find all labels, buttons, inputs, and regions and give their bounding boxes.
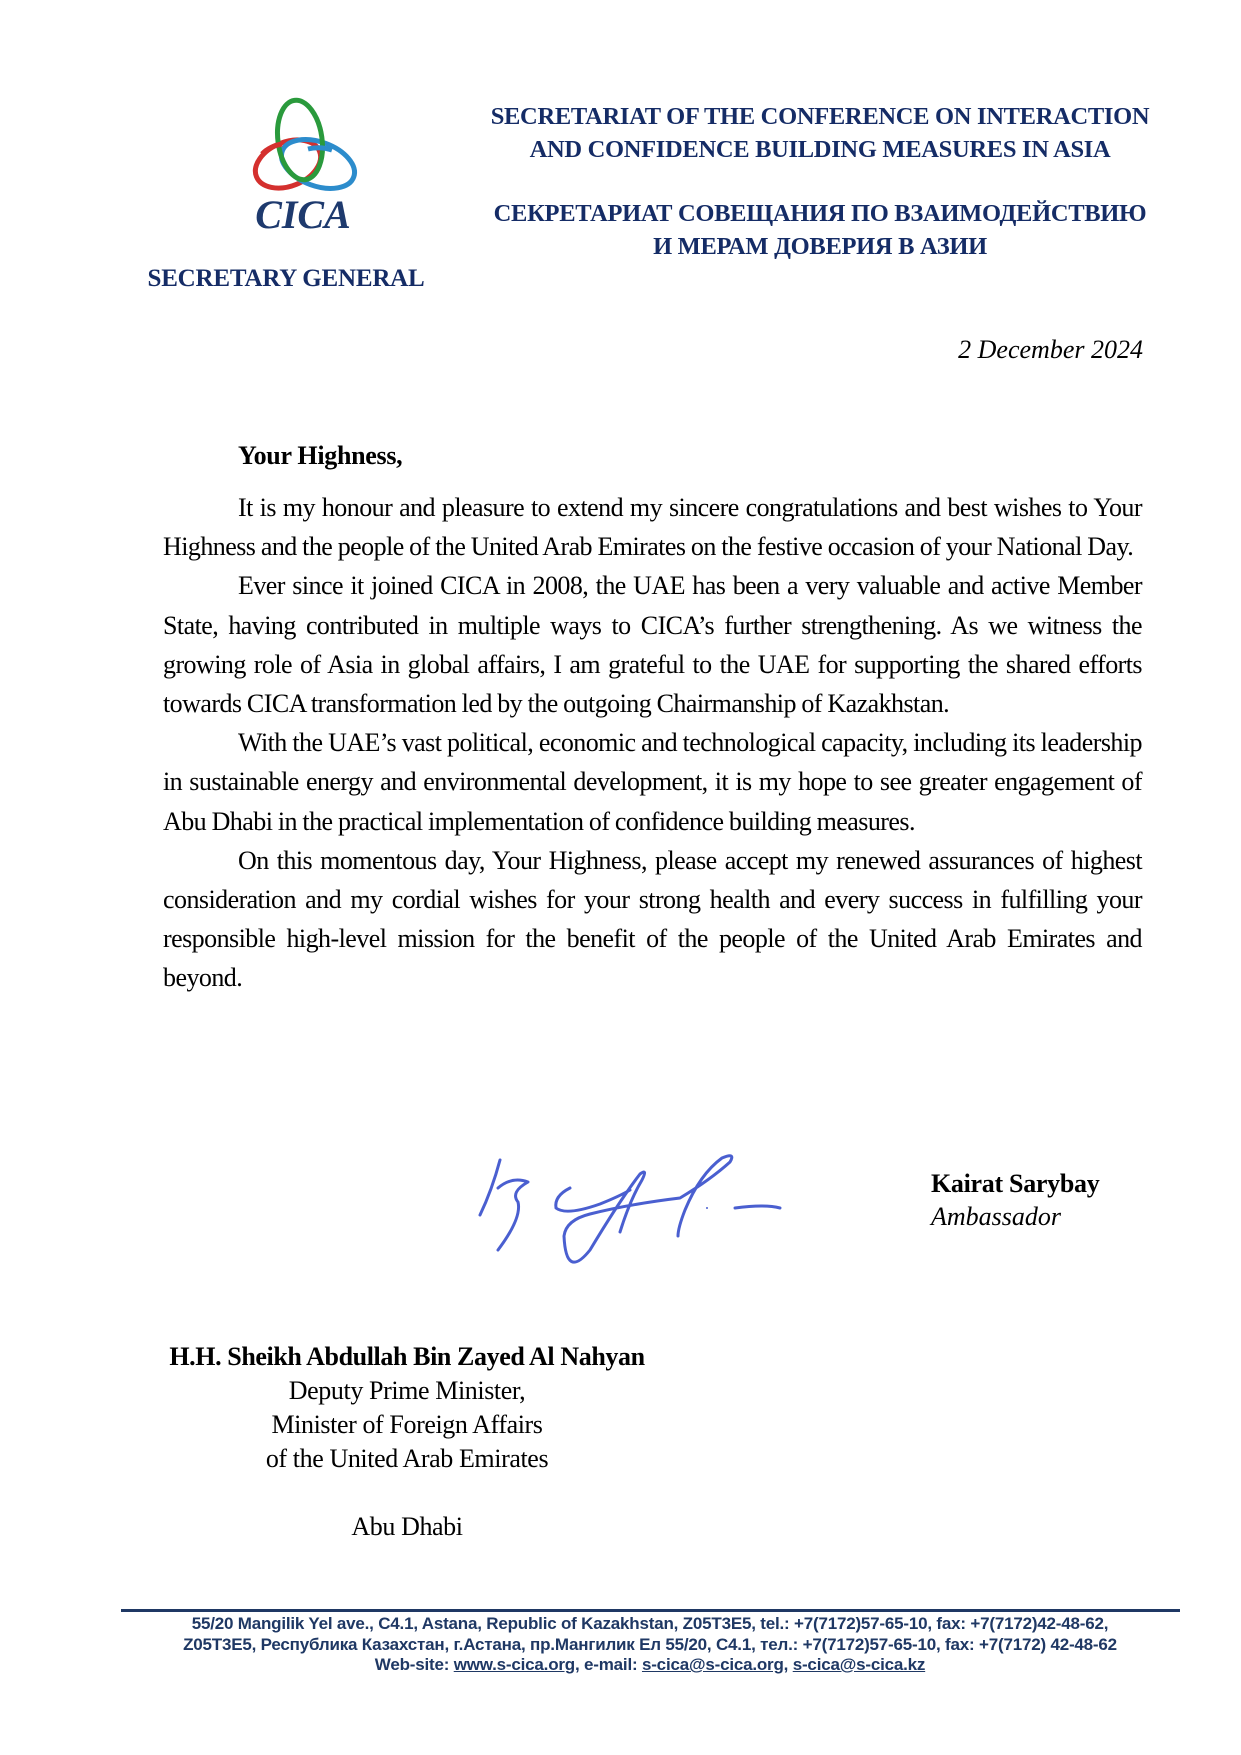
footer-divider: [121, 1609, 1180, 1612]
signer-name: Kairat Sarybay: [931, 1169, 1100, 1198]
salutation: Your Highness,: [238, 441, 403, 470]
body-paragraph: With the UAE’s vast political, economic and technological capacity, including its leadership in sustainable energy and environmental development, it is my hope to see greater engagement of Abu Dhabi in the practical implementation of confidence building measures.: [163, 728, 1142, 836]
letterhead-header: [440, 100, 1200, 263]
addressee-block: [140, 1340, 674, 1544]
addressee-city: Abu Dhabi: [351, 1512, 463, 1541]
org-name-ru-line-2: И МЕРАМ ДОВЕРИЯ В АЗИИ: [653, 233, 987, 260]
body-paragraph: Ever since it joined CICA in 2008, the UAE has been a very valuable and active Member State, having contributed in multiple ways to CICA’s further strengthening. As we witness the growing role of Asia in global affairs, I am grateful to the UAE for supporting the shared efforts towards CICA transformation led by the outgoing Chairmanship of Kazakhstan.: [163, 571, 1142, 719]
email-link-kz[interactable]: s-cica@s-cica.kz: [792, 1655, 926, 1674]
website-link[interactable]: www.s-cica.org: [453, 1655, 575, 1674]
signer-title: Ambassador: [931, 1202, 1062, 1231]
office-title: SECRETARY GENERAL: [147, 265, 425, 292]
handwritten-signature-icon: [470, 1140, 790, 1270]
letter-body: [163, 488, 1142, 998]
footer-address-ru: Z05T3E5, Республика Казахстан, г.Астана, пр.Мангилик Ел 55/20, C4.1, тел.: +7(7172)57-65-10, fax: +7(7172) 42-48-62: [183, 1634, 1117, 1654]
email-link-org[interactable]: s-cica@s-cica.org: [641, 1655, 784, 1674]
addressee-title-line: of the United Arab Emirates: [265, 1444, 549, 1473]
email-label: , e-mail:: [575, 1655, 642, 1674]
addressee-name: H.H. Sheikh Abdullah Bin Zayed Al Nahyan: [169, 1342, 645, 1371]
org-name-en-line-1: SECRETARIAT OF THE CONFERENCE ON INTERACTION: [490, 103, 1150, 130]
email-separator: ,: [783, 1655, 793, 1674]
body-paragraph: On this momentous day, Your Highness, please accept my renewed assurances of highest consideration and my cordial wishes for your strong health and every success in fulfilling your responsible high-level mission for the benefit of the people of the United Arab Emirates and beyond.: [163, 845, 1142, 993]
org-name-en-line-2: AND CONFIDENCE BUILDING MEASURES IN ASIA: [529, 136, 1111, 163]
letter-date: 2 December 2024: [958, 335, 1143, 364]
letterhead-footer: [100, 1614, 1200, 1676]
cica-logo-text: CICA: [255, 192, 351, 237]
website-label: Web-site:: [374, 1655, 454, 1674]
cica-logo-rings-icon: [246, 96, 364, 200]
addressee-title-line: Deputy Prime Minister,: [288, 1376, 526, 1405]
footer-address-en: 55/20 Mangilik Yel ave., C4.1, Astana, Republic of Kazakhstan, Z05T3E5, tel.: +7(7172)57-65-10, fax: +7(7172)42-48-62,: [191, 1614, 1109, 1633]
addressee-title-line: Minister of Foreign Affairs: [271, 1410, 543, 1439]
org-name-ru-line-1: СЕКРЕТАРИАТ СОВЕЩАНИЯ ПО ВЗАИМОДЕЙСТВИЮ: [493, 200, 1147, 227]
footer-contacts: [100, 1655, 1200, 1676]
body-paragraph: It is my honour and pleasure to extend my sincere congratulations and best wishes to Your Highness and the people of the United Arab Emirates on the festive occasion of your National Day.: [163, 493, 1142, 562]
